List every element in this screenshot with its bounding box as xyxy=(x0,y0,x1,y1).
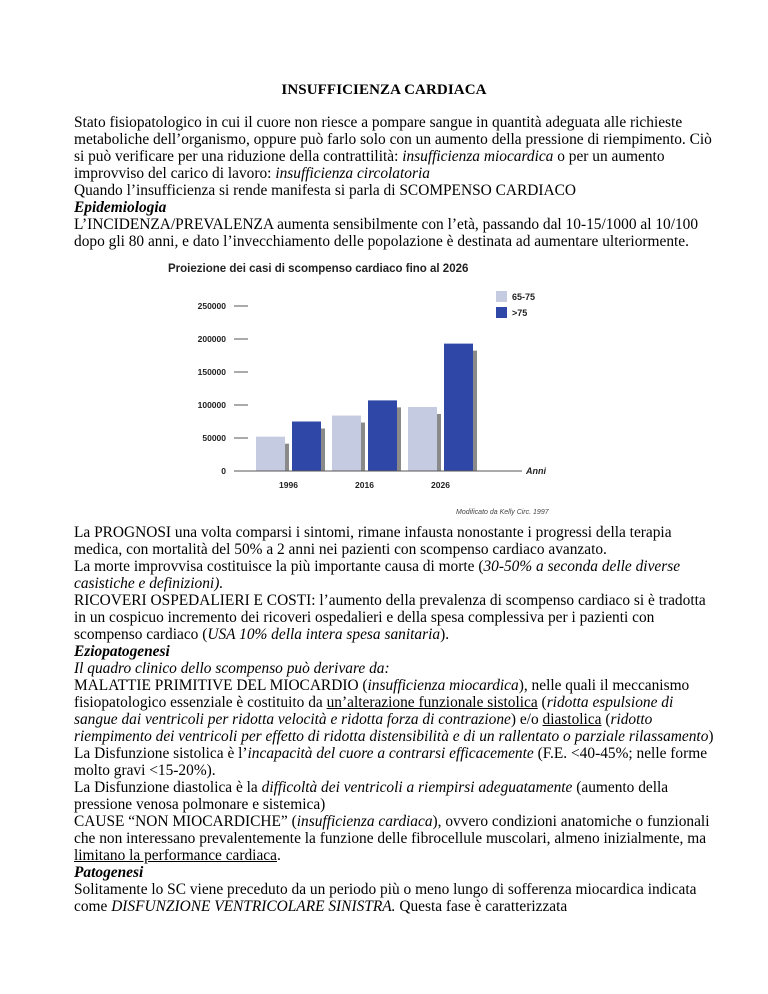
chart-source: Modificato da Kelly Circ. 1997 xyxy=(456,509,549,516)
bar-6575-1996 xyxy=(256,437,285,471)
x-axis-label: Anni xyxy=(526,466,546,476)
prognosi-paragraph: La PROGNOSI una volta comparsi i sintomi, rimane infausta nonostante i progressi della terapia medica, con mortalità del 50% a 2 anni nei pazienti con scompenso cardiaco avanzato. xyxy=(74,524,672,558)
x-tick-label: 1996 xyxy=(279,480,298,490)
bar-75-2016 xyxy=(368,400,397,471)
bar-6575-2016 xyxy=(332,416,361,471)
chart-y-ticks xyxy=(198,301,227,476)
document-title: INSUFFICIENZA CARDIACA xyxy=(281,82,487,98)
bar-75-1996 xyxy=(292,422,321,472)
y-tick-label: 0 xyxy=(221,466,226,476)
eziopatogenesi-heading: Eziopatogenesi xyxy=(74,643,170,660)
y-tick-label: 250000 xyxy=(197,301,226,311)
y-tick-label: 100000 xyxy=(197,400,226,410)
chart-x-ticks xyxy=(279,480,450,490)
intro-paragraph: Stato fisiopatologico in cui il cuore non riesce a pompare sangue in quantità adeguata alle richieste metaboliche dell’organismo, oppure può farlo solo con un aumento della pressione di riempimento. Ciò si può verificare per una riduzione della contrattilità: insufficienza miocardica o per un aumento improvviso del carico di lavoro: insufficienza circolatoria xyxy=(74,114,712,182)
bar-6575-2026 xyxy=(408,407,437,471)
ricoveri-paragraph: RICOVERI OSPEDALIERI E COSTI: l’aumento della prevalenza di scompenso cardiaco si è tradotta in un cospicuo incremento dei ricoveri ospedalieri e della spesa complessiva per i pazienti con scompenso cardiaco (USA 10% della intera spesa sanitaria). xyxy=(74,592,706,643)
sistolica-paragraph: La Disfunzione sistolica è l’incapacità del cuore a contrarsi efficacemente (F.E. <40-45%; nelle forme molto gravi <15-20%). xyxy=(74,745,708,779)
legend-label-over-75: >75 xyxy=(512,308,528,318)
epidemiologia-heading: Epidemiologia xyxy=(74,199,167,216)
patogenesi-paragraph: Solitamente lo SC viene preceduto da un periodo più o meno lungo di sofferenza miocardica indicata come DISFUNZIONE VENTRICOLARE SINISTRA. Questa fase è caratterizzata xyxy=(74,881,697,915)
cause-paragraph: CAUSE “NON MIOCARDICHE” (insufficienza cardiaca), ovvero condizioni anatomiche o funzionali che non interessano prevalentemente la funzione delle fibrocellule muscolari, almeno inizialmente, ma limitano la performance cardiaca. xyxy=(74,813,710,864)
epidemiologia-paragraph: L’INCIDENZA/PREVALENZA aumenta sensibilmente con l’età, passando dal 10-15/1000 al 10/100 dopo gli 80 anni, e dato l’invecchiamento delle popolazione è destinata ad aumentare ulteriormente. xyxy=(74,216,699,250)
x-tick-label: 2026 xyxy=(431,480,450,490)
x-tick-label: 2016 xyxy=(355,480,374,490)
malattie-paragraph: MALATTIE PRIMITIVE DEL MIOCARDIO (insufficienza miocardica), nelle quali il meccanismo fisiopatologico essenziale è costituito da un’alterazione funzionale sistolica (ridotta espulsione di sangue dai ventricoli per ridotta velocità e ridotta forza di contrazione) e/o diastolica (ridotto riempimento dei ventricoli per effetto di ridotta distensibilità e di un rallentato o parziale rilassamento) xyxy=(74,677,714,745)
y-tick-label: 50000 xyxy=(202,433,226,443)
patogenesi-heading: Patogenesi xyxy=(74,864,144,881)
bar-75-2026 xyxy=(444,344,473,471)
legend-swatch-over-75 xyxy=(496,307,507,318)
chart-title: Proiezione dei casi di scompenso cardiaco fino al 2026 xyxy=(168,263,469,275)
chart-svg xyxy=(160,258,600,520)
legend-label-65-75: 65-75 xyxy=(512,292,536,302)
scompenso-paragraph: Quando l’insufficienza si rende manifesta si parla di SCOMPENSO CARDIACO xyxy=(74,182,576,199)
eziopatogenesi-subheading: Il quadro clinico dello scompenso può derivare da: xyxy=(74,660,390,677)
intro-section xyxy=(74,114,714,250)
diastolica-paragraph: La Disfunzione diastolica è la difficoltà dei ventricoli a riempirsi adeguatamente (aumento della pressione venosa polmonare e sistemica) xyxy=(74,779,669,813)
chart-gridlines xyxy=(234,306,248,438)
chart-bars xyxy=(256,344,477,471)
legend-swatch-65-75 xyxy=(496,291,507,302)
body-section xyxy=(74,524,714,915)
chart xyxy=(160,258,600,520)
morte-paragraph: La morte improvvisa costituisce la più importante causa di morte (30-50% a seconda delle diverse casistiche e definizioni). xyxy=(74,558,681,592)
y-tick-label: 200000 xyxy=(197,334,226,344)
y-tick-label: 150000 xyxy=(197,367,226,377)
